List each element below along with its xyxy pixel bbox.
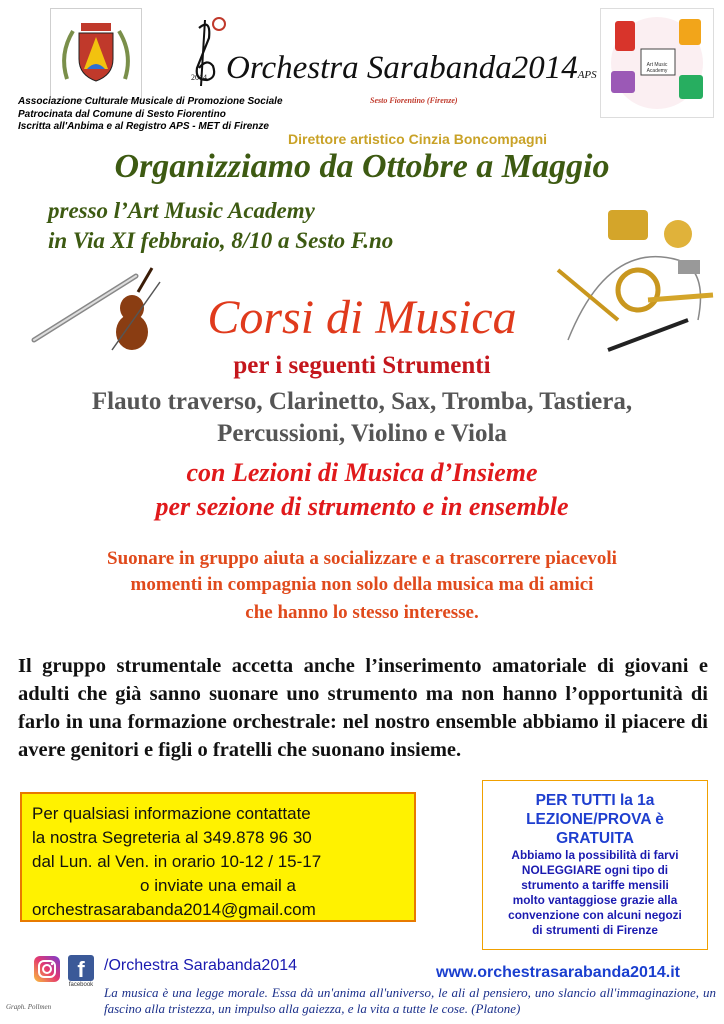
contact-line-4: o inviate una email a bbox=[140, 876, 296, 895]
promo-detail: Abbiamo la possibilità di farvi bbox=[511, 848, 679, 862]
facebook-label: facebook bbox=[68, 982, 94, 988]
city-crest-icon bbox=[50, 8, 142, 100]
instagram-icon[interactable] bbox=[34, 956, 60, 982]
promo-line-3: GRATUITA bbox=[556, 830, 634, 847]
graphic-credit: Graph. Pollmen bbox=[6, 1003, 52, 1011]
pitch-line-3: che hanno lo stesso interesse. bbox=[245, 602, 479, 623]
association-line: Associazione Culturale Musicale di Promozione Sociale bbox=[18, 96, 283, 107]
promo-detail: strumento a tariffe mensili bbox=[521, 878, 669, 892]
promo-detail: NOLEGGIARE ogni tipo di bbox=[521, 863, 669, 877]
lessons-line-1: con Lezioni di Musica d’Insieme bbox=[186, 458, 538, 487]
director-line: Direttore artistico Cinzia Boncompagni bbox=[288, 131, 548, 147]
lessons-line-2: per sezione di strumento e in ensemble bbox=[155, 492, 569, 521]
social-handle[interactable]: /Orchestra Sarabanda2014 bbox=[104, 957, 298, 974]
contact-line-2: la nostra Segreteria al 349.878 96 30 bbox=[32, 828, 312, 847]
contact-email[interactable]: orchestrasarabanda2014@gmail.com bbox=[32, 900, 316, 919]
pitch-line-2: momenti in compagnia non solo della musica ma di amici bbox=[130, 574, 594, 595]
headline: Organizziamo da Ottobre a Maggio bbox=[114, 148, 610, 185]
contact-box bbox=[20, 792, 416, 922]
association-line: Iscritta all'Anbima e al Registro APS - MET di Firenze bbox=[18, 121, 269, 132]
logo-text: Orchestra Sarabanda2014APS bbox=[226, 50, 597, 86]
promo-detail: molto vantaggiose grazie alla bbox=[512, 893, 678, 907]
facebook-icon[interactable]: f bbox=[68, 955, 94, 981]
address-line-1: presso l’Art Music Academy bbox=[48, 198, 315, 223]
course-subtitle: per i seguenti Strumenti bbox=[233, 352, 491, 379]
promo-line-1: PER TUTTI la 1a bbox=[535, 792, 655, 809]
body-paragraph: Il gruppo strumentale accetta anche l’inserimento amatoriale di giovani e adulti che già sanno suonare uno strumento ma non hanno l’opportunità di farlo in una formazione orchestrale: nel nostro ensemble abbiamo il piacere di avere genitori e figli o fratelli che suonano insieme. bbox=[18, 655, 708, 761]
quote: La musica è una legge morale. Essa dà un'anima all'universo, le ali al pensiero, uno slancio all'immaginazione, un fascino alla tristezza, un impulso alla gaiezza, e la vita a tutte le cose. (Platone) bbox=[104, 985, 716, 1016]
association-line: Patrocinata dal Comune di Sesto Fiorentino bbox=[18, 108, 226, 120]
logo-subtitle: Sesto Fiorentino (Firenze) bbox=[370, 96, 458, 105]
promo-detail: convenzione con alcuni negozi bbox=[508, 908, 682, 922]
association-info bbox=[18, 96, 328, 134]
promo-box bbox=[482, 780, 708, 950]
academy-logo-text: Art Music Academy bbox=[646, 62, 668, 74]
instruments-line-1: Flauto traverso, Clarinetto, Sax, Tromba, Tastiera, bbox=[91, 388, 633, 415]
contact-line-3: dal Lun. al Ven. in orario 10-12 / 15-17 bbox=[32, 852, 322, 871]
svg-text:2014: 2014 bbox=[191, 73, 207, 82]
website-link[interactable]: www.orchestrasarabanda2014.it bbox=[436, 964, 680, 981]
instruments-line-2: Percussioni, Violino e Viola bbox=[217, 420, 507, 447]
promo-detail: di strumenti di Firenze bbox=[532, 923, 658, 937]
pitch-line-1: Suonare in gruppo aiuta a socializzare e a trascorrere piacevoli bbox=[107, 548, 617, 569]
promo-line-2: LEZIONE/PROVA è bbox=[526, 811, 664, 828]
course-title: Corsi di Musica bbox=[207, 291, 517, 344]
contact-line-1: Per qualsiasi informazione contattate bbox=[32, 804, 311, 823]
address-line-2: in Via XI febbraio, 8/10 a Sesto F.no bbox=[48, 228, 394, 253]
